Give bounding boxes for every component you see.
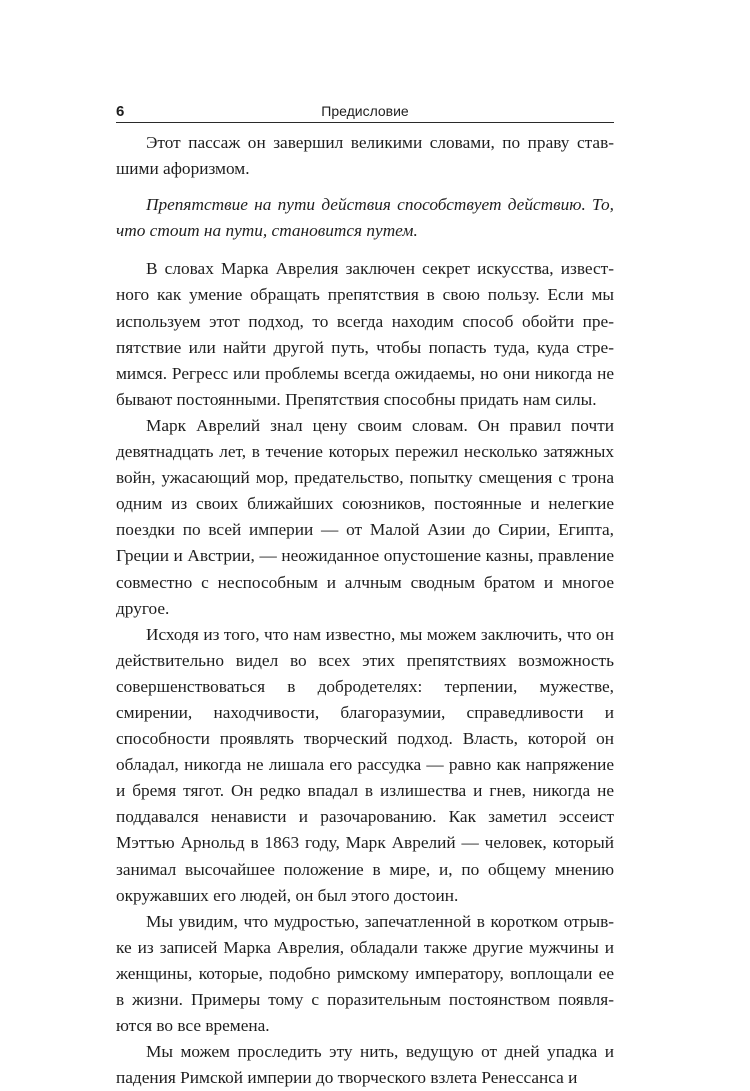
- body-text: [116, 130, 614, 1091]
- paragraph: Исходя из того, что нам известно, мы можем заключить, что он действительно видел во всех этих препятствиях возможность совершенствоваться в добродетелях: терпении, мужестве, смирении, находчивости, благоразумии, справедливости и способности проявлять творческий подход. Власть, которой он обладал, никогда не лишала его рассудка — равно как напряжение и бремя тягот. Он редко впадал в излишества и гнев, никогда не поддавался ненависти и разочарованию. Как заметил эссеист Мэттью Арнольд в 1863 году, Марк Аврелий — человек, который занимал высочайшее положение в мире, и, по общему мнению окружавших его людей, он был этого достоин.: [116, 624, 614, 905]
- paragraph: В словах Марка Аврелия заключен секрет искусства, известного как умение обращать препятствия в свою пользу. Если мы используем этот подход, то всегда находим способ обойти препятствие или найти другой путь, чтобы попасть туда, куда стремимся. Регресс или проблемы всегда ожидаемы, но они никогда не бывают постоянными. Препятствия способны придать нам силы.: [116, 259, 614, 409]
- paragraph: Марк Аврелий знал цену своим словам. Он правил почти девятнадцать лет, в течение которых пережил несколько затяжных войн, ужасающий мор, предательство, попытку смещения с трона одним из своих ближайших союзников, постоянные и нелегкие поездки по всей империи — от Малой Азии до Сирии, Египта, Греции и Австрии, — неожиданное опустошение казны, правление совместно с неспособным и алчным сводным братом и многое другое.: [116, 415, 614, 618]
- paragraph: Мы увидим, что мудростью, запечатленной в коротком отрывке из записей Марка Аврелия, обладали также другие мужчины и женщины, которые, подобно римскому императору, воплощали ее в жизни. Примеры тому с поразительным постоянством появляются во все времена.: [116, 911, 614, 1036]
- paragraph: Мы можем проследить эту нить, ведущую от дней упадка и падения Римской империи до творческого взлета Ренессанса и: [116, 1042, 614, 1088]
- running-title: Предисловие: [321, 103, 409, 119]
- page-header: [116, 101, 614, 123]
- paragraph: Этот пассаж он завершил великими словами, по праву ставшими афоризмом.: [116, 133, 614, 179]
- quote-paragraph: Препятствие на пути действия способствует действию. То, что стоит на пути, становится путем.: [116, 195, 614, 241]
- page-number: 6: [116, 103, 125, 120]
- header-rule: [116, 122, 614, 123]
